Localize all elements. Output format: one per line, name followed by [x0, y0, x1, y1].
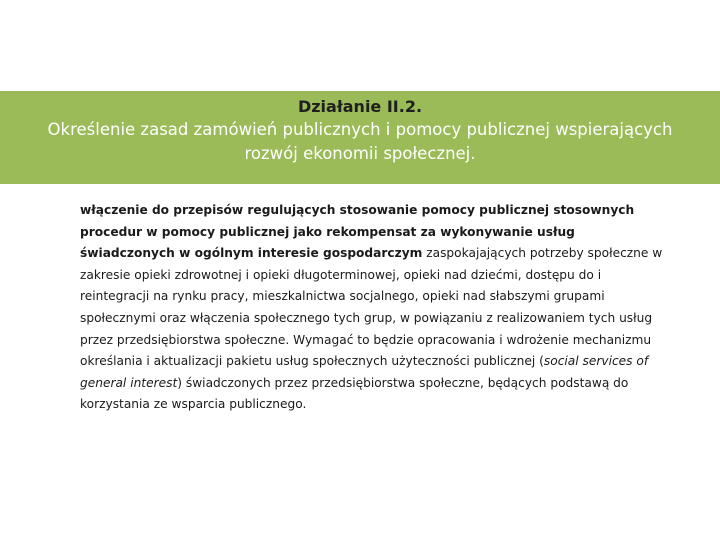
body-text-2: ) świadczonych przez przedsiębiorstwa społeczne, będących podstawą do korzystania ze wsparcia publicznego.	[80, 375, 629, 412]
body-text-1: zaspokajających potrzeby społeczne w zakresie opieki zdrowotnej i opieki długoterminowej, opieki nad dziećmi, dostępu do i reintegracji na rynku pracy, mieszkalnictwa socjalnego, opieki nad słabszymi grupami społecznymi oraz włączenia społecznego tych grup, w powiązaniu z realizowaniem tych usług przez przedsiębiorstwa społeczne. Wymagać to będzie opracowania i wdrożenie mechanizmu określania i aktualizacji pakietu usług społecznych użyteczności publicznej (	[80, 246, 663, 369]
body-bold-text: włączenie do przepisów regulujących stosowanie pomocy publicznej stosownych procedur w pomocy publicznej jako rekompensat za wykonywanie usług świadczonych w ogólnym interesie gospodarczym	[80, 203, 635, 261]
body-italic-text: social services of general interest	[80, 354, 649, 390]
body-paragraph	[80, 200, 670, 416]
banner-title: Działanie II.2.	[297, 97, 423, 116]
header-banner	[0, 91, 720, 184]
banner-subtitle: Określenie zasad zamówień publicznych i pomocy publicznej wspierających rozwój ekonomii społecznej.	[47, 120, 673, 163]
